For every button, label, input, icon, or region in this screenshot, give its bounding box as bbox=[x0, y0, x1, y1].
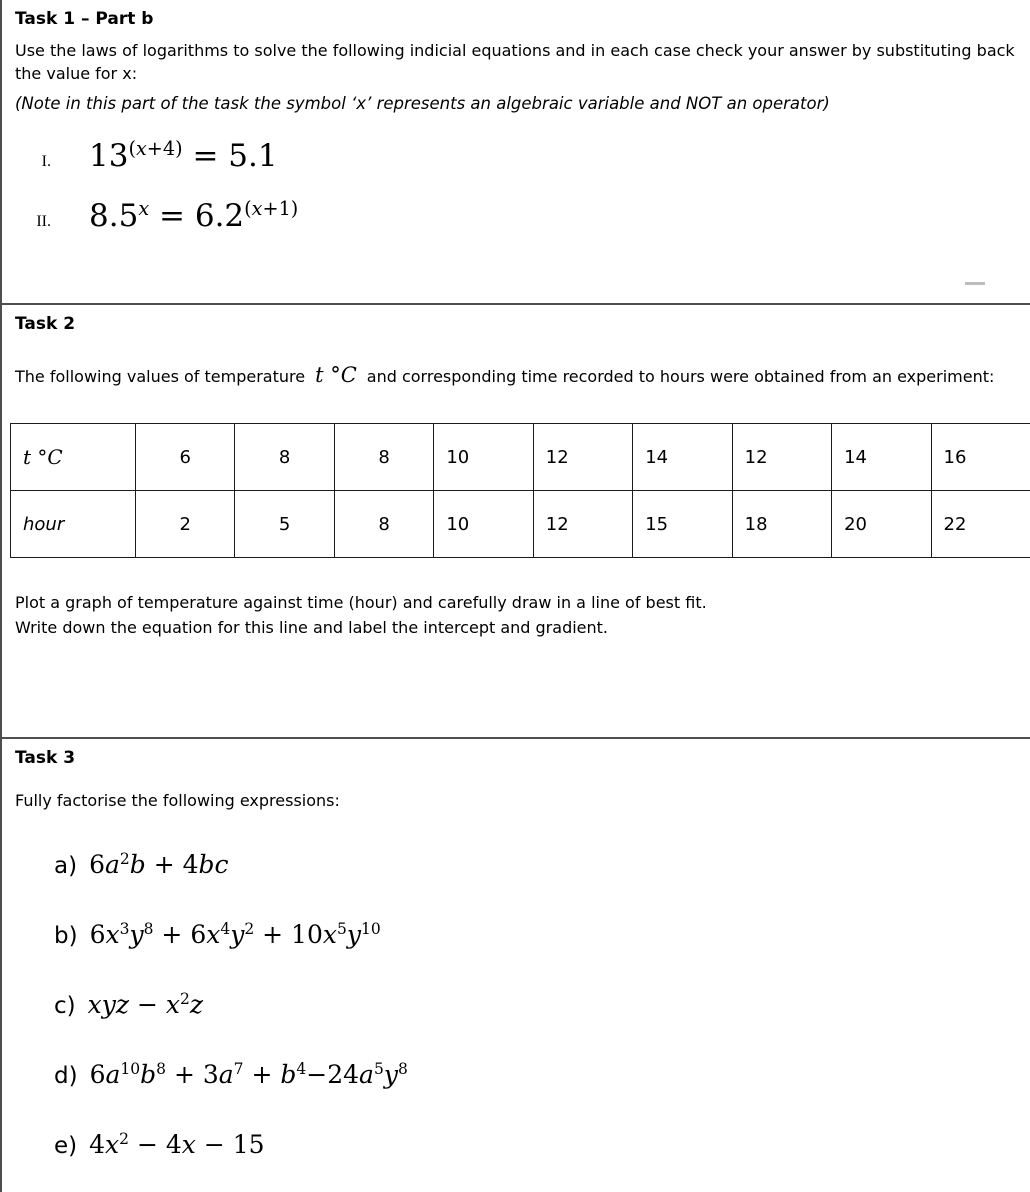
expression-c-row bbox=[15, 988, 1030, 1022]
task2-heading: Task 2 bbox=[15, 314, 76, 334]
table-cell: 16 bbox=[931, 424, 1030, 491]
table-row-hour bbox=[11, 491, 1030, 558]
plot-line-2: Write down the equation for this line and label the intercept and gradient. bbox=[15, 618, 609, 637]
expression-a-label: a) bbox=[54, 853, 78, 879]
task3-section bbox=[2, 737, 1030, 1192]
row-header-hour: hour bbox=[11, 491, 136, 558]
equation-1-row bbox=[15, 135, 1030, 177]
table-cell: 12 bbox=[533, 424, 632, 491]
table-row-temperature bbox=[11, 424, 1030, 491]
table-cell: 14 bbox=[633, 424, 732, 491]
row-header-temperature: t °C bbox=[11, 424, 136, 491]
table-cell: 20 bbox=[832, 491, 931, 558]
task3-instructions: Fully factorise the following expressions: bbox=[15, 791, 340, 810]
expression-c-math: xyz − $x^2z$ bbox=[87, 990, 204, 1019]
expression-b-row bbox=[15, 918, 1030, 952]
table-cell: 8 bbox=[334, 424, 433, 491]
equation-1-label: I. bbox=[41, 153, 51, 170]
equation-2-row bbox=[15, 195, 1030, 237]
inline-math-temperature: t °C bbox=[315, 363, 357, 387]
table-cell: 22 bbox=[931, 491, 1030, 558]
expression-e-row bbox=[15, 1128, 1030, 1162]
table-cell: 8 bbox=[235, 424, 334, 491]
table-cell: 10 bbox=[434, 424, 533, 491]
expression-e-math: $4x^2 - 4x - 15$ bbox=[89, 1130, 265, 1159]
expression-b-label: b) bbox=[54, 923, 78, 949]
task3-heading: Task 3 bbox=[15, 748, 76, 768]
expression-b-math: $6x^3y^8 + 6x^4y^2 + 10x^5y^{10}$ bbox=[89, 920, 381, 949]
expression-d-label: d) bbox=[54, 1063, 78, 1089]
equation-2-math: $8.5^x = 6.2^{(x+1)}$ bbox=[89, 196, 299, 234]
task2-intro-paragraph bbox=[15, 359, 1016, 393]
task2-intro-before: The following values of temperature bbox=[15, 367, 306, 386]
table-cell: 10 bbox=[434, 491, 533, 558]
task2-section bbox=[2, 303, 1030, 737]
table-cell: 14 bbox=[832, 424, 931, 491]
expression-e-label: e) bbox=[54, 1133, 78, 1159]
expression-a-row bbox=[15, 848, 1030, 882]
plot-line-1: Plot a graph of temperature against time (hour) and carefully draw in a line of best fit. bbox=[15, 593, 707, 612]
table-cell: 12 bbox=[533, 491, 632, 558]
task1-instructions: Use the laws of logarithms to solve the following indicial equations and in each case check your answer by substituting back the value for x: bbox=[15, 41, 1015, 83]
expression-d-math: $6a^{10}b^8 + 3a^7 + b^4-24a^5y^8$ bbox=[89, 1060, 408, 1089]
table-cell: 15 bbox=[633, 491, 732, 558]
table-cell: 18 bbox=[732, 491, 831, 558]
table-cell: 2 bbox=[136, 491, 235, 558]
task1-section bbox=[2, 0, 1030, 303]
faint-dash-artifact bbox=[965, 282, 985, 285]
table-cell: 6 bbox=[136, 424, 235, 491]
table-cell: 5 bbox=[235, 491, 334, 558]
expression-c-label: c) bbox=[54, 993, 76, 1019]
task2-plot-instructions bbox=[15, 590, 1016, 640]
table-cell: 8 bbox=[334, 491, 433, 558]
task2-intro-after: and corresponding time recorded to hours were obtained from an experiment: bbox=[366, 367, 995, 386]
table-cell: 12 bbox=[732, 424, 831, 491]
equation-2-label: II. bbox=[36, 213, 51, 230]
task1-note: (Note in this part of the task the symbol ‘x’ represents an algebraic variable and NOT an operator) bbox=[15, 94, 830, 113]
expression-d-row bbox=[15, 1058, 1030, 1092]
temperature-time-table bbox=[10, 423, 1030, 558]
task1-heading: Task 1 – Part b bbox=[15, 9, 154, 29]
expression-a-math: $6a^2b + 4bc$ bbox=[89, 850, 229, 879]
equation-1-math: $13^{(x+4)} = 5.1$ bbox=[89, 136, 278, 174]
